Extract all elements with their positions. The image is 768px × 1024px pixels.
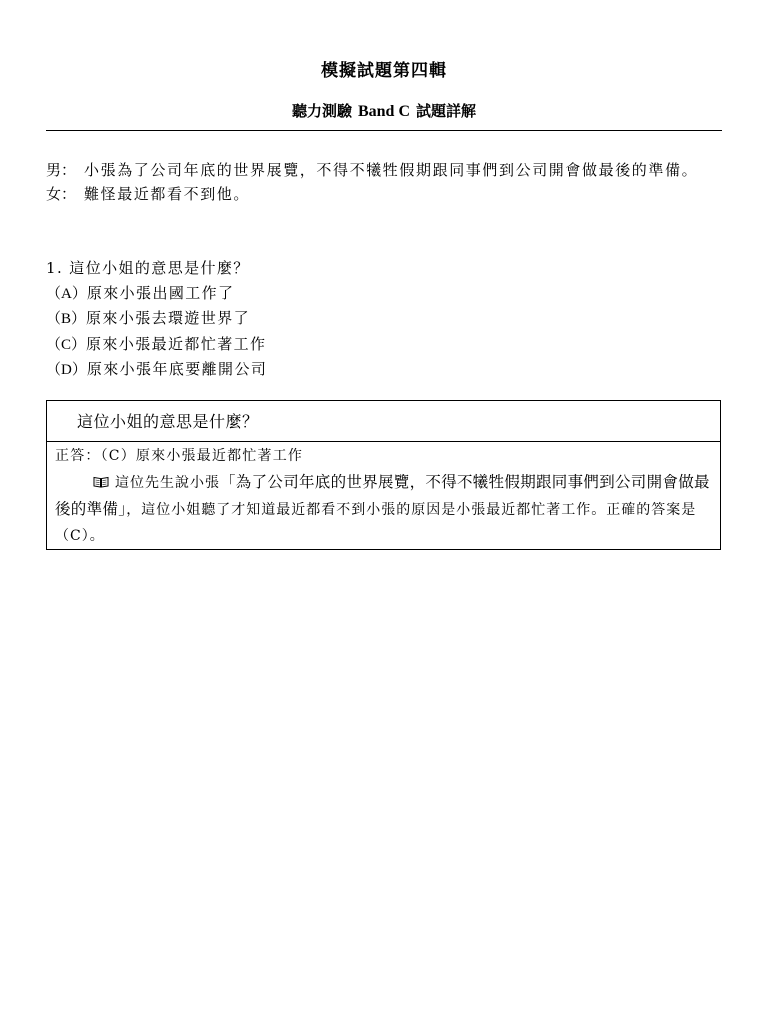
- speaker-label: 女：: [46, 185, 77, 203]
- question-stem: [46, 256, 726, 281]
- option-label: （D）: [46, 362, 87, 378]
- book-icon: [93, 471, 109, 483]
- option-text: 原來小張年底要離開公司: [86, 360, 268, 378]
- dialogue-line-female: [46, 182, 726, 206]
- question-number: 1.: [46, 259, 64, 277]
- dialogue-line-male: [46, 158, 726, 182]
- option-d: [46, 357, 726, 383]
- answer-text: 原來小張最近都忙著工作: [135, 448, 304, 464]
- subtitle-band: Band C: [357, 103, 411, 120]
- question-text: 這位小姐的意思是什麼？: [69, 259, 250, 277]
- answer-box-body: [47, 442, 720, 549]
- option-text: 原來小張去環遊世界了: [86, 309, 251, 327]
- dialogue-transcript: [46, 158, 726, 206]
- speaker-label: 男：: [46, 161, 77, 179]
- speech-text: 難怪最近都看不到他。: [84, 185, 251, 203]
- answer-prefix: 正答：: [55, 448, 101, 464]
- page-subtitle: [0, 100, 768, 121]
- explanation-intro: 這位先生說小張: [115, 475, 220, 491]
- subtitle-prefix: 聽力測驗: [291, 102, 352, 120]
- option-a: [46, 281, 726, 307]
- page-title: 模擬試題第四輯: [321, 61, 447, 81]
- option-text: 原來小張出國工作了: [86, 283, 235, 302]
- option-label: （A）: [46, 285, 87, 302]
- option-label: （B）: [46, 311, 87, 327]
- correct-answer-line: [55, 443, 712, 469]
- answer-explanation-box: [46, 400, 721, 550]
- question-block: [46, 256, 726, 383]
- header-divider: [46, 130, 722, 131]
- option-label: （C）: [46, 336, 87, 353]
- option-b: [46, 306, 726, 332]
- subtitle-suffix: 試題詳解: [416, 102, 477, 120]
- answer-label: （C）: [100, 448, 136, 464]
- explanation-text: [55, 469, 712, 549]
- option-c: [46, 332, 726, 358]
- speech-text: 小張為了公司年底的世界展覽，不得不犧牲假期跟同事們到公司開會做最後的準備。: [84, 161, 699, 179]
- answer-box-question: 這位小姐的意思是什麼？: [47, 401, 720, 442]
- explanation-rest: ，這位小姐聽了才知道最近都看不到小張的原因是小張最近都忙著工作。正確的答案是（C）。: [55, 502, 697, 544]
- option-text: 原來小張最近都忙著工作: [86, 334, 267, 353]
- explanation-quote: 「為了公司年底的世界展覽，不得不犧牲假期跟同事們到公司開會做最後的準備」: [55, 473, 710, 518]
